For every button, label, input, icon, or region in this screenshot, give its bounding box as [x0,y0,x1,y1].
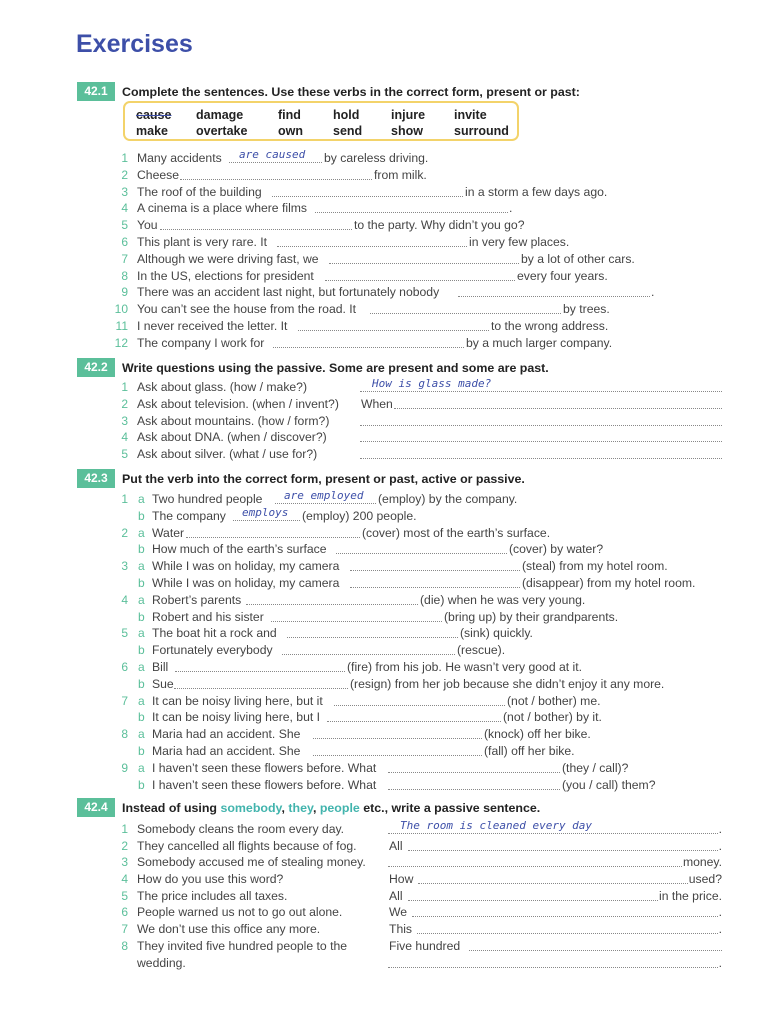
item-number: 2 [121,396,128,411]
sentence-text: There was an accident last night, but fortunately nobody [137,285,440,300]
exercise-42-4-header [77,798,725,817]
exercise-number: 42.2 [77,358,115,377]
sentence-row [0,726,768,742]
answer-blank[interactable] [273,335,464,348]
item-number: 6 [121,905,128,919]
handwritten-answer: The room is cleaned every day [400,819,593,832]
sentence-text: . [651,285,655,300]
item-number: 2 [121,525,128,540]
answer-blank[interactable] [418,871,687,884]
item-letter: b [138,508,145,523]
question-prompt: Ask about silver. (what / use for?) [137,447,318,462]
sentence-text: I haven’t seen these flowers before. What [152,777,377,792]
sentence-text: from milk. [374,167,427,182]
handwritten-answer: employs [242,505,289,519]
sentence-text: It can be noisy living here, but I [152,710,321,725]
answer-blank[interactable] [388,955,718,968]
sentence-row [0,676,768,692]
source-sentence: Somebody cleans the room every day. [137,822,345,836]
sentence-text: by a much larger company. [466,335,613,350]
item-letter: b [138,744,145,758]
source-sentence: We don’t use this office any more. [137,922,321,936]
item-number: 8 [121,268,128,283]
exercise-42-3-header [77,469,725,488]
item-letter: b [138,777,145,792]
item-letter: a [138,660,145,674]
question-row [0,429,768,445]
source-sentence: People warned us not to go out alone. [137,905,343,919]
item-letter: a [138,525,145,540]
sentence-row [0,838,768,854]
sentence-text: Fortunately everybody [152,643,273,658]
exercise-instruction [122,801,540,815]
verb-word: own [278,124,303,138]
item-number: 7 [121,922,128,936]
sentence-text: I never received the letter. It [137,319,288,333]
sentence-text: Robert’s parents [152,592,242,607]
verb-word: send [333,124,363,138]
item-number: 1 [121,380,128,394]
item-letter: b [138,676,145,691]
answer-blank[interactable] [272,184,463,197]
handwritten-answer: are caused [239,148,306,161]
answer-blank[interactable] [408,838,718,851]
item-number: 11 [115,319,128,333]
question-row [0,446,768,462]
item-number: 9 [121,760,128,775]
answer-blank[interactable] [388,777,560,790]
answer-start: How [389,872,414,886]
sentence-text: (bring up) by their grandparents. [444,609,619,624]
verb-word: show [391,124,423,138]
item-number: 7 [121,251,128,266]
sentence-end: in the price. [658,888,722,903]
answer-blank[interactable] [315,200,508,213]
item-number: 4 [121,430,128,445]
sentence-row [0,642,768,658]
answer-blank[interactable] [388,854,682,867]
instruction-text: , [312,800,320,815]
question-prompt: Ask about mountains. (how / form?) [137,413,330,428]
item-number: 10 [114,302,128,317]
instruction-text: Instead of using [122,800,221,815]
source-sentence: Somebody accused me of stealing money. [137,855,366,869]
answer-blank[interactable] [469,938,722,951]
item-number: 2 [121,838,128,853]
sentence-row [0,335,768,351]
item-number: 1 [121,151,128,165]
item-letter: a [138,559,145,574]
highlight-word: somebody [220,800,282,815]
item-number: 6 [121,660,128,674]
sentence-text: Robert and his sister [152,609,264,624]
sentence-row [0,709,768,725]
sentence-text: The roof of the building [137,184,262,199]
sentence-row [0,301,768,317]
verb-box [123,101,519,141]
sentence-row [0,693,768,709]
sentence-text: (not / bother) by it. [503,710,602,725]
sentence-row [0,234,768,250]
sentence-row [0,888,768,904]
sentence-row [0,854,768,870]
answer-blank[interactable] [180,167,372,180]
item-number: 4 [121,201,128,216]
exercise-number: 42.3 [77,469,115,488]
sentence-text: (they / call)? [562,760,629,775]
answer-blank[interactable] [370,301,561,314]
sentence-text: (resign) from her job because she didn’t enjoy it any more. [350,676,665,691]
answer-start: This [389,922,413,936]
question-row [0,379,768,395]
answer-blank[interactable] [325,268,515,281]
answer-start: Five hundred [389,938,461,953]
sentence-text: in a storm a few days ago. [465,184,608,199]
answer-blank[interactable] [313,726,482,739]
item-letter: a [138,492,145,506]
answer-start: All [389,838,403,853]
sentence-text: (cover) most of the earth’s surface. [362,525,551,540]
item-letter: b [138,710,145,725]
sentence-text: . [509,201,513,216]
sentence-row [0,217,768,233]
sentence-text: (sink) quickly. [460,626,533,641]
sentence-text: (employ) 200 people. [302,508,417,523]
sentence-text: How much of the earth’s surface [152,542,327,557]
answer-blank[interactable] [360,429,722,442]
answer-start: We [389,905,408,919]
exercise-instruction: Put the verb into the correct form, present or past, active or passive. [122,471,525,486]
item-number: 3 [121,855,128,869]
sentence-text: While I was on holiday, my camera [152,576,340,590]
sentence-text: (knock) off her bike. [484,727,591,742]
sentence-text: in very few places. [469,235,570,249]
handwritten-answer: are employed [284,489,364,502]
sentence-text: Maria had an accident. She [152,744,301,758]
sentence-row [0,558,768,574]
source-sentence: They invited five hundred people to the [137,938,348,953]
verb-word: hold [333,108,360,122]
page-title: Exercises [76,30,193,58]
answer-blank[interactable] [417,921,718,934]
source-sentence: The price includes all taxes. [137,888,288,903]
sentence-end: . [718,922,722,936]
sentence-row [0,575,768,591]
sentence-row [0,625,768,641]
answer-blank[interactable] [336,541,507,554]
sentence-text: (employ) by the company. [378,492,518,506]
sentence-row [0,491,768,507]
sentence-text: Many accidents [137,151,222,165]
item-number: 6 [121,235,128,249]
answer-blank[interactable] [298,318,489,331]
handwritten-answer: How is glass made? [372,377,492,390]
sentence-end: . [718,905,722,919]
sentence-text: (die) when he was very young. [420,592,586,607]
answer-blank[interactable] [287,625,458,638]
sentence-text: by careless driving. [324,151,429,165]
exercise-number: 42.4 [77,798,115,817]
answer-blank[interactable] [246,592,418,605]
answer-blank[interactable] [327,709,501,722]
verb-word: find [278,108,301,122]
sentence-row [0,938,768,970]
sentence-end: . [718,955,722,970]
verb-word: invite [454,108,487,122]
answer-blank[interactable] [160,217,352,230]
question-prompt: Ask about glass. (how / make?) [137,380,308,394]
sentence-text: This plant is very rare. It [137,235,268,249]
item-number: 3 [121,184,128,199]
sentence-row [0,609,768,625]
sentence-text: Although we were driving fast, we [137,251,319,266]
sentence-text: In the US, elections for president [137,268,314,283]
answer-blank[interactable] [350,575,520,588]
verb-word: injure [391,108,426,122]
answer-blank[interactable] [277,234,467,247]
item-number: 1 [121,492,128,506]
item-letter: b [138,609,145,624]
sentence-row [0,318,768,334]
item-letter: a [138,626,145,641]
sentence-text: You [137,218,158,233]
question-prompt: Ask about television. (when / invent?) [137,396,339,411]
sentence-row [0,200,768,216]
sentence-text: (fire) from his job. He wasn’t very good at it. [347,660,583,674]
sentence-text: by trees. [563,302,610,317]
sentence-text: Water [152,525,185,540]
answer-blank[interactable] [334,693,505,706]
answer-blank[interactable] [175,659,345,672]
item-number: 5 [121,218,128,233]
sentence-text: The company [152,508,226,523]
sentence-text: (fall) off her bike. [484,744,575,758]
item-number: 8 [121,727,128,742]
exercise-number: 42.1 [77,82,115,101]
answer-blank[interactable] [412,904,718,917]
item-letter: a [138,592,145,607]
sentence-row [0,251,768,267]
sentence-text: Bill [152,660,169,674]
answer-blank[interactable] [408,888,658,901]
verb-word: surround [454,124,509,138]
question-row [0,413,768,429]
answer-blank[interactable] [271,609,442,622]
sentence-row [0,777,768,793]
sentence-end: used? [688,872,722,886]
item-number: 5 [121,626,128,641]
item-letter: b [138,542,145,557]
sentence-text: to the party. Why didn’t you go? [354,218,525,233]
item-number: 3 [121,559,128,574]
item-number: 4 [121,872,128,886]
highlight-word: they [288,800,313,815]
item-number: 1 [121,822,128,836]
answer-blank[interactable] [174,676,348,689]
item-letter: a [138,760,145,775]
sentence-text: It can be noisy living here, but it [152,693,323,708]
answer-start: When [361,396,393,411]
instruction-text: etc., write a passive sentence. [359,800,541,815]
sentence-end: . [718,838,722,853]
answer-blank[interactable] [186,525,360,538]
sentence-text: to the wrong address. [491,319,609,333]
answer-blank[interactable] [329,251,519,264]
verb-word: make [136,124,168,138]
answer-blank[interactable] [313,743,482,756]
exercise-instruction: Complete the sentences. Use these verbs in the correct form, present or past: [122,84,580,99]
item-number: 5 [121,447,128,462]
sentence-text: (cover) by water? [509,542,604,557]
verb-word: damage [196,108,244,122]
sentence-text: (rescue). [457,643,506,658]
sentence-text: Sue [152,676,174,691]
sentence-text: You can’t see the house from the road. It [137,302,357,317]
item-number: 5 [121,888,128,903]
sentence-text: While I was on holiday, my camera [152,559,340,574]
answer-blank[interactable] [360,446,722,459]
sentence-text: (disappear) from my hotel room. [522,576,696,590]
item-number: 12 [114,335,128,350]
answer-blank[interactable] [394,396,722,409]
sentence-row [0,592,768,608]
answer-blank[interactable] [458,284,650,297]
source-sentence: wedding. [137,955,186,970]
question-row [0,396,768,412]
item-number: 2 [121,167,128,182]
sentence-text: (not / bother) me. [507,693,601,708]
sentence-row [0,743,768,759]
sentence-end: . [718,822,722,836]
item-letter: b [138,576,145,590]
exercise-42-2-header [77,358,725,377]
answer-blank[interactable] [360,413,722,426]
sentence-row [0,284,768,300]
sentence-row [0,760,768,776]
sentence-text: by a lot of other cars. [521,251,635,266]
answer-blank[interactable] [388,760,560,773]
highlight-word: people [319,800,360,815]
sentence-text: Two hundred people [152,492,263,506]
sentence-row [0,525,768,541]
sentence-text: (you / call) them? [562,777,656,792]
sentence-text: (steal) from my hotel room. [522,559,668,574]
sentence-row [0,659,768,675]
item-number: 3 [121,413,128,428]
sentence-text: Maria had an accident. She [152,727,301,742]
answer-blank[interactable] [350,558,520,571]
item-letter: a [138,693,145,708]
answer-blank[interactable] [282,642,455,655]
source-sentence: They cancelled all flights because of fog. [137,838,357,853]
sentence-row [0,184,768,200]
item-number: 9 [121,285,128,300]
sentence-text: The company I work for [137,335,265,350]
sentence-end: money. [682,855,722,869]
sentence-row [0,150,768,166]
exercise-instruction: Write questions using the passive. Some are present and some are past. [122,360,549,375]
sentence-text: A cinema is a place where films [137,201,308,216]
sentence-row [0,871,768,887]
sentence-text: I haven’t seen these flowers before. What [152,760,377,775]
verb-word: cause [136,108,172,122]
source-sentence: How do you use this word? [137,872,284,886]
sentence-text: Cheese [137,167,180,182]
sentence-row [0,268,768,284]
instruction-text: , [281,800,289,815]
sentence-row [0,821,768,837]
question-prompt: Ask about DNA. (when / discover?) [137,430,327,445]
item-number: 8 [121,938,128,953]
sentence-row [0,541,768,557]
sentence-row [0,921,768,937]
item-number: 7 [121,693,128,708]
item-letter: b [138,643,145,658]
sentence-text: The boat hit a rock and [152,626,277,641]
answer-start: All [389,888,403,903]
item-number: 4 [121,592,128,607]
sentence-text: every four years. [517,268,608,283]
exercise-42-1-header [77,82,725,101]
verb-word: overtake [196,124,248,138]
sentence-row [0,904,768,920]
sentence-row [0,505,768,524]
sentence-row [0,167,768,183]
item-letter: a [138,727,145,742]
